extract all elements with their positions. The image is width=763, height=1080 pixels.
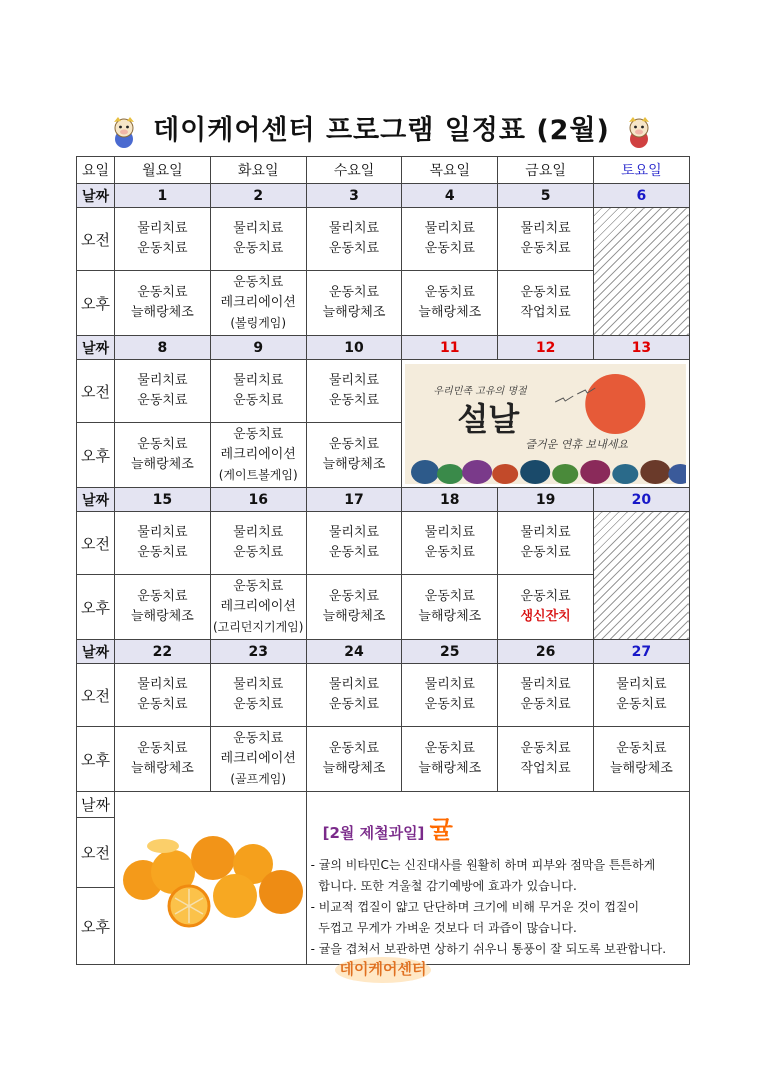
activity-line: 늘해랑체조	[131, 761, 194, 776]
activity-line: 운동치료	[233, 579, 284, 594]
activity-line: 물리치료	[424, 221, 475, 236]
weekday-tue: 화요일	[210, 157, 306, 184]
activity-line: 물리치료	[328, 677, 380, 692]
date-row	[77, 792, 690, 818]
tangerine-image	[115, 792, 307, 965]
activity-line: 운동치료	[328, 393, 380, 408]
activity-line: 운동치료	[424, 545, 475, 560]
activity-line: 물리치료	[424, 677, 475, 692]
weekday-fri: 금요일	[498, 157, 594, 184]
date-cell: 10	[306, 336, 402, 360]
activity-line: (고리던지기게임)	[212, 620, 304, 634]
activity-line: 운동치료	[616, 741, 667, 756]
activity-line: 물리치료	[616, 677, 667, 692]
activity-line: 레크리에이션	[220, 295, 296, 310]
afternoon-row	[77, 727, 690, 792]
activity-line: 물리치료	[137, 525, 188, 540]
activity-line: 물리치료	[137, 677, 188, 692]
am-activity-cell	[402, 512, 498, 575]
am-activity-cell	[210, 360, 306, 423]
activity-line: 운동치료	[233, 393, 284, 408]
am-activity-cell	[402, 664, 498, 727]
date-cell: 20	[593, 488, 689, 512]
activity-line: 늘해랑체조	[131, 609, 194, 624]
date-cell: 12	[498, 336, 594, 360]
activity-line: 운동치료	[137, 545, 188, 560]
activity-line: 물리치료	[137, 373, 188, 388]
date-row	[77, 184, 690, 208]
am-activity-cell	[306, 208, 402, 271]
activity-line: 운동치료	[424, 285, 475, 300]
weekday-sat: 토요일	[593, 157, 689, 184]
activity-line: 레크리에이션	[220, 447, 296, 462]
activity-line: 운동치료	[520, 285, 571, 300]
pm-label: 오후	[77, 271, 115, 336]
pm-activity-cell	[498, 727, 594, 792]
pm-label: 오후	[77, 727, 115, 792]
activity-line: 늘해랑체조	[418, 305, 482, 320]
cow-mascot-icon	[624, 115, 654, 149]
pm-activity-cell	[210, 575, 306, 640]
pm-label: 오후	[77, 575, 115, 640]
activity-line: 늘해랑체조	[322, 457, 386, 472]
activity-line: 물리치료	[328, 221, 380, 236]
date-cell: 26	[498, 640, 594, 664]
activity-line: 운동치료	[137, 741, 188, 756]
activity-line: 운동치료	[137, 241, 188, 256]
pm-activity-cell	[210, 423, 306, 488]
tangerine-illustration	[115, 822, 305, 930]
am-label: 오전	[77, 208, 115, 271]
activity-line: 레크리에이션	[220, 599, 296, 614]
activity-line: 운동치료	[424, 741, 475, 756]
morning-row	[77, 512, 690, 575]
pm-activity-cell	[306, 271, 402, 336]
date-label: 날짜	[77, 336, 115, 360]
am-activity-cell	[115, 360, 211, 423]
am-activity-cell	[115, 512, 211, 575]
date-label: 날짜	[77, 640, 115, 664]
am-label: 오전	[77, 360, 115, 423]
page-title	[0, 108, 763, 149]
fruit-note-line: 합니다. 또한 겨울철 감기예방에 효과가 있습니다.	[310, 879, 577, 893]
am-activity-cell	[306, 360, 402, 423]
activity-line: 운동치료	[424, 697, 475, 712]
date-cell: 24	[306, 640, 402, 664]
fruit-heading	[323, 810, 687, 845]
activity-line: (골프게임)	[230, 772, 287, 786]
activity-line: 운동치료	[328, 437, 380, 452]
pm-activity-cell	[115, 271, 211, 336]
activity-line: (게이트볼게임)	[218, 468, 298, 482]
saturday-closed-hatch	[593, 208, 689, 336]
pm-activity-cell	[498, 575, 594, 640]
date-cell: 4	[402, 184, 498, 208]
activity-line: 늘해랑체조	[609, 761, 673, 776]
date-label: 날짜	[77, 184, 115, 208]
activity-line: 물리치료	[328, 373, 380, 388]
date-row	[77, 488, 690, 512]
date-cell: 5	[498, 184, 594, 208]
date-cell: 6	[593, 184, 689, 208]
pm-activity-cell	[306, 575, 402, 640]
am-label: 오전	[77, 818, 115, 888]
activity-line: 운동치료	[520, 545, 571, 560]
activity-line: 운동치료	[137, 697, 188, 712]
cow-mascot-icon	[109, 115, 139, 149]
am-label: 오전	[77, 664, 115, 727]
activity-line: 늘해랑체조	[322, 305, 386, 320]
pm-activity-cell	[402, 727, 498, 792]
am-activity-cell	[498, 512, 594, 575]
daycare-logo	[330, 946, 436, 986]
activity-line: 물리치료	[233, 677, 284, 692]
seasonal-fruit-note	[306, 792, 689, 965]
activity-line: 늘해랑체조	[322, 761, 386, 776]
am-activity-cell	[402, 208, 498, 271]
activity-line: 운동치료	[233, 427, 284, 442]
am-activity-cell	[210, 208, 306, 271]
activity-line: 운동치료	[328, 285, 380, 300]
morning-row	[77, 208, 690, 271]
pm-activity-cell	[306, 423, 402, 488]
activity-line: 운동치료	[233, 275, 284, 290]
activity-line: 물리치료	[520, 677, 571, 692]
logo-text: 데이케어센터	[339, 960, 427, 978]
am-activity-cell	[306, 512, 402, 575]
activity-line: 늘해랑체조	[418, 609, 482, 624]
activity-line: 물리치료	[233, 373, 284, 388]
date-cell: 8	[115, 336, 211, 360]
activity-line: 늘해랑체조	[418, 761, 482, 776]
date-cell: 13	[593, 336, 689, 360]
date-row	[77, 640, 690, 664]
date-cell: 3	[306, 184, 402, 208]
activity-line: 운동치료	[520, 589, 571, 604]
activity-line: 운동치료	[328, 741, 380, 756]
activity-line: (볼링게임)	[230, 316, 287, 330]
activity-line: 운동치료	[520, 241, 571, 256]
date-cell: 1	[115, 184, 211, 208]
am-activity-cell	[115, 208, 211, 271]
pm-activity-cell	[115, 727, 211, 792]
pm-activity-cell	[402, 575, 498, 640]
date-cell: 17	[306, 488, 402, 512]
activity-line: 늘해랑체조	[131, 457, 194, 472]
am-activity-cell	[210, 512, 306, 575]
date-cell: 15	[115, 488, 211, 512]
pm-activity-cell	[498, 271, 594, 336]
am-activity-cell	[498, 664, 594, 727]
activity-line: 운동치료	[137, 285, 188, 300]
morning-row	[77, 664, 690, 727]
activity-line: 생신잔치	[520, 609, 571, 624]
activity-line: 늘해랑체조	[131, 305, 194, 320]
date-cell: 18	[402, 488, 498, 512]
activity-line: 레크리에이션	[220, 751, 296, 766]
fruit-note-line: 두껍고 무게가 가벼운 것보다 더 과즙이 많습니다.	[310, 921, 577, 935]
activity-line: 운동치료	[616, 697, 667, 712]
pm-activity-cell	[210, 727, 306, 792]
activity-line: 운동치료	[137, 589, 188, 604]
date-cell: 27	[593, 640, 689, 664]
activity-line: 운동치료	[328, 697, 380, 712]
activity-line: 운동치료	[137, 393, 188, 408]
pm-label: 오후	[77, 423, 115, 488]
pm-label: 오후	[77, 888, 115, 965]
activity-line: 늘해랑체조	[322, 609, 386, 624]
am-activity-cell	[498, 208, 594, 271]
activity-line: 운동치료	[520, 697, 571, 712]
fruit-heading-label: [2월 제철과일]	[322, 824, 425, 842]
saturday-closed-hatch	[593, 512, 689, 640]
activity-line: 물리치료	[424, 525, 475, 540]
date-cell: 11	[402, 336, 498, 360]
date-cell: 22	[115, 640, 211, 664]
header-label: 요일	[77, 157, 115, 184]
seollal-main-text: 설날	[457, 399, 520, 438]
schedule-table	[76, 156, 690, 965]
pm-activity-cell	[115, 423, 211, 488]
am-activity-cell	[210, 664, 306, 727]
activity-line: 운동치료	[424, 241, 475, 256]
activity-line: 운동치료	[328, 241, 380, 256]
activity-line: 운동치료	[424, 589, 475, 604]
morning-row	[77, 360, 690, 423]
am-activity-cell	[306, 664, 402, 727]
seollal-holiday-image	[402, 360, 689, 488]
activity-line: 운동치료	[328, 589, 380, 604]
activity-line: 운동치료	[520, 741, 571, 756]
activity-line: 물리치료	[520, 221, 571, 236]
pm-activity-cell	[593, 727, 689, 792]
date-cell: 23	[210, 640, 306, 664]
fruit-note-line: - 귤을 겹쳐서 보관하면 상하기 쉬우니 통풍이 잘 되도록 보관합니다.	[310, 942, 667, 956]
fruit-note-line: - 비교적 껍질이 얇고 단단하며 크기에 비해 무거운 것이 껍질이	[310, 900, 640, 914]
activity-line: 작업치료	[520, 305, 571, 320]
activity-line: 운동치료	[233, 545, 284, 560]
weekday-header-row	[77, 157, 690, 184]
am-activity-cell	[115, 664, 211, 727]
pm-activity-cell	[115, 575, 211, 640]
seollal-sub-text: 즐거운 연휴 보내세요	[525, 437, 629, 451]
activity-line: 작업치료	[520, 761, 571, 776]
activity-line: 물리치료	[233, 525, 284, 540]
pm-activity-cell	[210, 271, 306, 336]
fruit-name: 귤	[429, 816, 453, 844]
seollal-top-text: 우리민족 고유의 명절	[433, 385, 527, 397]
date-cell: 25	[402, 640, 498, 664]
activity-line: 물리치료	[328, 525, 380, 540]
activity-line: 물리치료	[233, 221, 284, 236]
activity-line: 운동치료	[137, 437, 188, 452]
pm-activity-cell	[402, 271, 498, 336]
fruit-note-line: - 귤의 비타민C는 신진대사를 원활히 하며 피부와 점막을 튼튼하게	[310, 858, 656, 872]
pm-activity-cell	[306, 727, 402, 792]
date-cell: 19	[498, 488, 594, 512]
weekday-thu: 목요일	[402, 157, 498, 184]
weekday-wed: 수요일	[306, 157, 402, 184]
am-activity-cell	[593, 664, 689, 727]
activity-line: 물리치료	[137, 221, 188, 236]
date-cell: 16	[210, 488, 306, 512]
activity-line: 운동치료	[233, 731, 284, 746]
date-cell: 2	[210, 184, 306, 208]
activity-line: 운동치료	[328, 545, 380, 560]
date-cell: 9	[210, 336, 306, 360]
date-row	[77, 336, 690, 360]
am-label: 오전	[77, 512, 115, 575]
date-label: 날짜	[77, 488, 115, 512]
activity-line: 운동치료	[233, 241, 284, 256]
activity-line: 운동치료	[233, 697, 284, 712]
weekday-mon: 월요일	[115, 157, 211, 184]
title-text: 데이케어센터 프로그램 일정표 (2월)	[153, 115, 610, 146]
activity-line: 물리치료	[520, 525, 571, 540]
date-label: 날짜	[77, 792, 115, 818]
